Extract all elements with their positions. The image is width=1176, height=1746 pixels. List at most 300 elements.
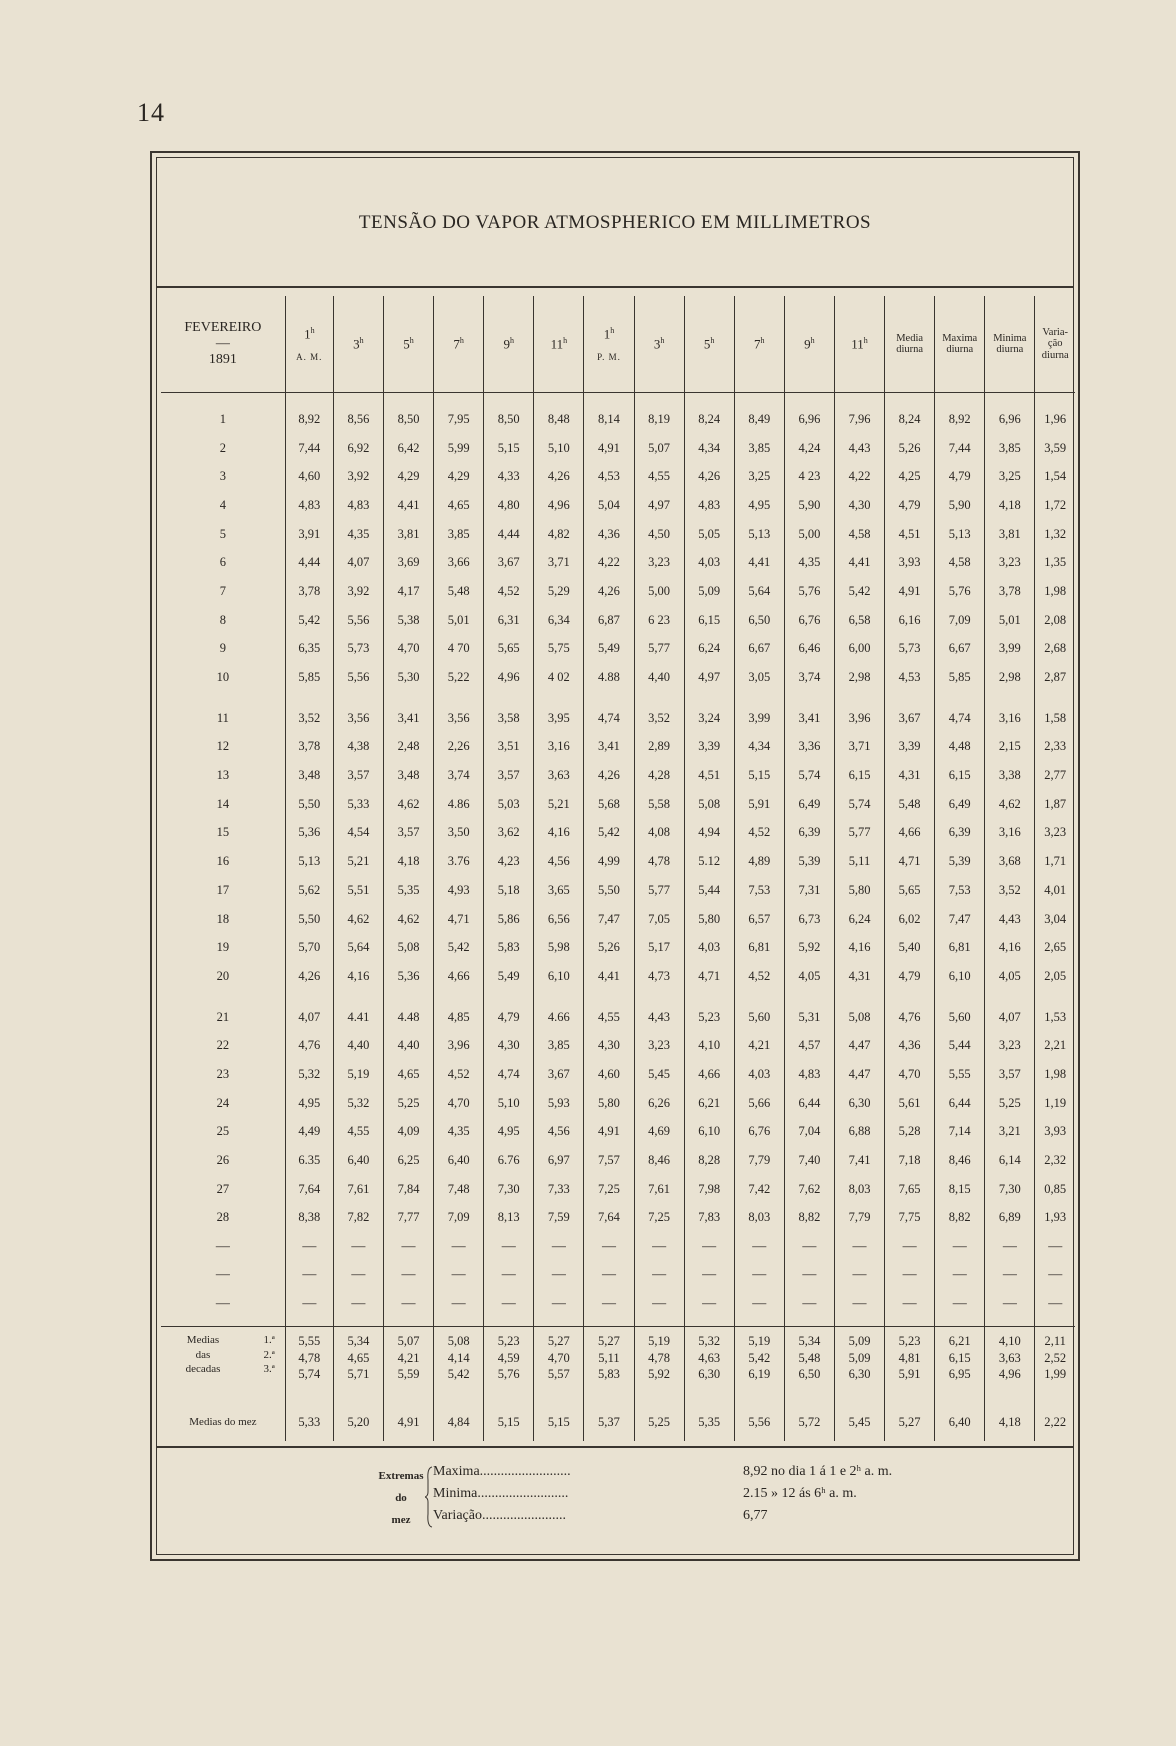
spacer-cell — [584, 692, 634, 704]
dash-cell: — — [285, 1232, 333, 1261]
value-cell: 5,25 — [985, 1089, 1035, 1118]
value-cell: 7,65 — [885, 1175, 935, 1204]
value-cell: 5,09 — [684, 577, 734, 606]
spacer-cell — [985, 692, 1035, 704]
table-row — [161, 704, 1075, 733]
value-cell: 3,23 — [634, 1031, 684, 1060]
decade-value: 5,76 — [497, 1366, 520, 1381]
value-cell: 8,50 — [383, 405, 433, 434]
value-cell: 5,99 — [434, 434, 484, 463]
value-cell: 7,31 — [784, 876, 834, 905]
table-row — [161, 462, 1075, 491]
value-cell: 6 23 — [634, 606, 684, 635]
decade-value-cell — [534, 1327, 584, 1404]
extremes-minima-dots: .......................... — [477, 1486, 569, 1501]
value-cell: 6,10 — [935, 962, 985, 991]
value-cell: 3,05 — [734, 663, 784, 692]
spacer-cell — [1035, 692, 1075, 704]
value-cell: 5,01 — [434, 606, 484, 635]
value-cell: 5.12 — [684, 847, 734, 876]
value-cell: 4.48 — [383, 1003, 433, 1032]
spacer-cell — [784, 1318, 834, 1327]
value-cell: 4,62 — [333, 905, 383, 934]
dash-cell: — — [1048, 1238, 1063, 1254]
maxima-diurna-header-line: diurna — [946, 344, 974, 355]
spacer-cell — [534, 991, 584, 1003]
month-header — [161, 296, 285, 393]
pm-label: P. M. — [597, 351, 621, 362]
decade-value: 4,78 — [298, 1350, 321, 1365]
value-cell: 5,11 — [834, 847, 884, 876]
title-divider — [157, 286, 1073, 288]
decade-value: 5,48 — [798, 1350, 821, 1365]
value-cell: 8,92 — [935, 405, 985, 434]
value-cell: 4,33 — [484, 462, 534, 491]
value-cell: 2,77 — [1044, 768, 1067, 783]
decade-value: 5,57 — [547, 1366, 570, 1381]
extremes-brace — [425, 1466, 433, 1528]
value-cell: 2,89 — [634, 733, 684, 762]
value-cell: 4 70 — [434, 635, 484, 664]
value-cell: 8,50 — [484, 405, 534, 434]
dash-cell: — — [584, 1232, 634, 1261]
value-cell: 3,99 — [985, 635, 1035, 664]
value-cell: 5,13 — [285, 847, 333, 876]
extremes-brace-area — [433, 1464, 571, 1480]
value-cell: 3,52 — [285, 704, 333, 733]
value-cell: 5,23 — [684, 1003, 734, 1032]
month-label: FEVEREIRO — [184, 319, 262, 335]
day-cell: 8 — [161, 606, 285, 635]
value-cell: 4,52 — [434, 1060, 484, 1089]
day-cell: 9 — [161, 635, 285, 664]
value-cell: 4,36 — [584, 520, 634, 549]
table-row — [161, 1204, 1075, 1233]
value-cell: 5,75 — [534, 635, 584, 664]
value-cell: 3,58 — [484, 704, 534, 733]
value-cell: 4,03 — [684, 548, 734, 577]
value-cell: 4,83 — [333, 491, 383, 520]
media-diurna-header — [885, 296, 935, 393]
value-cell: 3,25 — [985, 462, 1035, 491]
spacer-cell — [434, 991, 484, 1003]
month-mean-cell: 5,45 — [834, 1403, 884, 1441]
value-cell: 4,17 — [383, 577, 433, 606]
value-cell: 5,10 — [534, 434, 584, 463]
value-cell: 4,95 — [484, 1118, 534, 1147]
value-cell: 5,77 — [634, 635, 684, 664]
hour-value: 1 — [603, 326, 611, 342]
value-cell: 5,15 — [734, 761, 784, 790]
value-cell: 4,71 — [885, 847, 935, 876]
value-cell: 6,88 — [834, 1118, 884, 1147]
value-cell: 4,43 — [985, 905, 1035, 934]
spacer-cell — [534, 692, 584, 704]
value-cell: 4,70 — [885, 1060, 935, 1089]
dash-cell: — — [383, 1290, 433, 1319]
value-cell: 5,58 — [634, 790, 684, 819]
value-cell: 8,46 — [935, 1146, 985, 1175]
value-cell: 5,29 — [534, 577, 584, 606]
value-cell: 5,04 — [584, 491, 634, 520]
table-row — [161, 1118, 1075, 1147]
value-cell: 5,08 — [834, 1003, 884, 1032]
value-cell: 3,85 — [985, 434, 1035, 463]
value-cell: 4,60 — [584, 1060, 634, 1089]
decade-value: 4,10 — [998, 1334, 1021, 1349]
hour-value: 3 — [353, 336, 360, 352]
hour-header-am-3 — [333, 296, 383, 393]
spacer-cell — [285, 991, 333, 1003]
decade-label-word: decadas — [185, 1362, 221, 1375]
extremes-label-3: mez — [391, 1514, 411, 1526]
value-cell: 1,93 — [1044, 1210, 1067, 1225]
spacer-cell — [935, 991, 985, 1003]
value-cell: 4,52 — [734, 819, 784, 848]
day-cell: 26 — [161, 1146, 285, 1175]
value-cell: 6.76 — [484, 1146, 534, 1175]
value-cell: 1,71 — [1044, 854, 1067, 869]
value-cell: 4,79 — [885, 962, 935, 991]
dash-cell: — — [734, 1261, 784, 1290]
spacer-cell — [885, 692, 935, 704]
value-cell: 4,29 — [383, 462, 433, 491]
value-cell: 3,04 — [1044, 911, 1067, 926]
extremes-variacao-value: 6,77 — [743, 1508, 768, 1523]
decade-value: 4,65 — [347, 1350, 370, 1365]
value-cell: 3,57 — [484, 761, 534, 790]
hour-header-am-9 — [484, 296, 534, 393]
value-cell: 4,40 — [383, 1031, 433, 1060]
day-cell: 22 — [161, 1031, 285, 1060]
dash-cell: — — [1048, 1295, 1063, 1311]
value-cell: 5,65 — [484, 635, 534, 664]
day-cell: 18 — [161, 905, 285, 934]
value-cell: 4,74 — [484, 1060, 534, 1089]
decade-value: 5,27 — [547, 1334, 570, 1349]
spacer-cell — [1035, 1318, 1075, 1327]
table-frame-inner — [156, 157, 1074, 1555]
value-cell: 7,14 — [935, 1118, 985, 1147]
spacer-cell — [985, 393, 1035, 406]
spacer-cell — [834, 393, 884, 406]
value-cell: 3,71 — [834, 733, 884, 762]
value-cell: 4,62 — [383, 905, 433, 934]
value-cell: 8,46 — [634, 1146, 684, 1175]
hour-suffix: h — [509, 335, 514, 345]
value-cell: 3,16 — [985, 819, 1035, 848]
value-cell: 4,58 — [935, 548, 985, 577]
decade-value-cell — [935, 1327, 985, 1404]
spacer-cell — [885, 991, 935, 1003]
media-diurna-header-line: diurna — [896, 344, 924, 355]
decade-value: 5,34 — [798, 1334, 821, 1349]
value-cell: 4,16 — [333, 962, 383, 991]
extremes-variacao-row — [433, 1508, 566, 1524]
value-cell: 4.86 — [434, 790, 484, 819]
value-cell: 4,55 — [333, 1118, 383, 1147]
hour-header-am-1 — [285, 296, 333, 393]
day-cell: 25 — [161, 1118, 285, 1147]
value-cell: 3,38 — [985, 761, 1035, 790]
value-cell: 1,35 — [1044, 555, 1067, 570]
value-cell: 5,19 — [333, 1060, 383, 1089]
value-cell: 3,36 — [784, 733, 834, 762]
minima-diurna-header-line: diurna — [996, 344, 1024, 355]
decade-value: 2,11 — [1044, 1334, 1066, 1349]
spacer-cell — [734, 1318, 784, 1327]
value-cell: 2,05 — [1044, 968, 1067, 983]
value-cell: 3,39 — [684, 733, 734, 762]
hour-suffix: h — [359, 335, 364, 345]
value-cell: 5,00 — [634, 577, 684, 606]
decade-value-cell — [1035, 1327, 1075, 1404]
value-cell: 3,21 — [985, 1118, 1035, 1147]
value-cell: 7,47 — [935, 905, 985, 934]
value-cell: 4,57 — [784, 1031, 834, 1060]
decade-label-line — [167, 1362, 285, 1376]
value-cell: 3,66 — [434, 548, 484, 577]
dash-cell: — — [434, 1290, 484, 1319]
value-cell: 4,25 — [885, 462, 935, 491]
value-cell: 1,19 — [1044, 1095, 1067, 1110]
value-cell: 5,85 — [935, 663, 985, 692]
hour-header-am-11 — [534, 296, 584, 393]
decade-value: 6,30 — [848, 1366, 871, 1381]
am-label: A. M. — [296, 351, 323, 362]
value-cell: 4,66 — [684, 1060, 734, 1089]
value-cell: 8,38 — [285, 1204, 333, 1233]
value-cell: 5,42 — [434, 933, 484, 962]
value-cell: 5,15 — [484, 434, 534, 463]
value-cell: 7,44 — [285, 434, 333, 463]
value-cell: 8,82 — [935, 1204, 985, 1233]
value-cell: 4,95 — [285, 1089, 333, 1118]
value-cell: 5,50 — [285, 905, 333, 934]
value-cell: 4,89 — [734, 847, 784, 876]
value-cell: 6,89 — [985, 1204, 1035, 1233]
value-cell: 4,55 — [634, 462, 684, 491]
value-cell: 5,93 — [534, 1089, 584, 1118]
spacer-cell — [484, 1318, 534, 1327]
value-cell: 1,96 — [1044, 411, 1067, 426]
hour-suffix: h — [810, 335, 815, 345]
day-cell: 28 — [161, 1204, 285, 1233]
value-cell: 5,80 — [584, 1089, 634, 1118]
value-cell: 6,92 — [333, 434, 383, 463]
spacer-cell — [484, 991, 534, 1003]
value-cell: 5,68 — [584, 790, 634, 819]
value-cell: 7,83 — [684, 1204, 734, 1233]
value-cell: 5,44 — [935, 1031, 985, 1060]
extremes-minima-row — [433, 1486, 568, 1502]
value-cell: 7,09 — [434, 1204, 484, 1233]
value-cell: 6,81 — [935, 933, 985, 962]
value-cell: 8,49 — [734, 405, 784, 434]
value-cell: 4,96 — [534, 491, 584, 520]
month-mean-cell: 2,22 — [1044, 1414, 1067, 1429]
day-cell: 6 — [161, 548, 285, 577]
spacer-cell — [1035, 393, 1075, 406]
value-cell: 1,53 — [1044, 1009, 1067, 1024]
value-cell: 4,70 — [383, 635, 433, 664]
value-cell: 5,90 — [935, 491, 985, 520]
spacer-cell — [161, 393, 285, 406]
variacao-diurna-header-line: ção — [1047, 338, 1063, 350]
value-cell: 5,49 — [484, 962, 534, 991]
spacer-cell — [383, 1318, 433, 1327]
value-cell: 3,56 — [434, 704, 484, 733]
value-cell: 6,81 — [734, 933, 784, 962]
hour-value: 5 — [703, 336, 711, 352]
value-cell: 4,79 — [484, 1003, 534, 1032]
value-cell: 5,76 — [935, 577, 985, 606]
value-cell: 3,74 — [784, 663, 834, 692]
decade-value: 1,99 — [1044, 1366, 1067, 1381]
dash-cell: — — [834, 1290, 884, 1319]
value-cell: 5,64 — [734, 577, 784, 606]
table-row — [161, 905, 1075, 934]
day-cell: 10 — [161, 663, 285, 692]
value-cell: 4,56 — [534, 847, 584, 876]
value-cell: 4,10 — [684, 1031, 734, 1060]
extremes-maxima-name: Maxima — [433, 1464, 480, 1479]
dash-cell: — — [434, 1232, 484, 1261]
hour-value: 11 — [550, 336, 564, 352]
value-cell: 8,03 — [734, 1204, 784, 1233]
value-cell: 3,48 — [383, 761, 433, 790]
value-cell: 4,69 — [634, 1118, 684, 1147]
day-cell: 27 — [161, 1175, 285, 1204]
value-cell: 4,40 — [634, 663, 684, 692]
value-cell: 5,74 — [834, 790, 884, 819]
decade-value: 6,15 — [948, 1350, 971, 1365]
spacer-cell — [383, 991, 433, 1003]
value-cell: 4,34 — [684, 434, 734, 463]
value-cell: 1,98 — [1044, 1066, 1067, 1081]
decade-value-cell — [985, 1327, 1035, 1404]
spacer-cell — [1035, 991, 1075, 1003]
value-cell: 4.66 — [534, 1003, 584, 1032]
value-cell: 3,16 — [985, 704, 1035, 733]
decade-value: 5,19 — [748, 1334, 771, 1349]
value-cell: 4,16 — [834, 933, 884, 962]
dash-cell: — — [161, 1290, 285, 1319]
value-cell: 5,49 — [584, 635, 634, 664]
decade-value: 5,92 — [648, 1366, 670, 1381]
value-cell: 8,92 — [285, 405, 333, 434]
value-cell: 7,25 — [634, 1204, 684, 1233]
value-cell: 4.41 — [333, 1003, 383, 1032]
decade-value-cell — [434, 1327, 484, 1404]
empty-day-row — [161, 1290, 1075, 1319]
decade-value: 6,30 — [698, 1366, 721, 1381]
table-row — [161, 1060, 1075, 1089]
value-cell: 4,18 — [985, 491, 1035, 520]
decade-value: 6,21 — [948, 1334, 971, 1349]
value-cell: 5,08 — [383, 933, 433, 962]
value-cell: 5,90 — [784, 491, 834, 520]
value-cell: 5,42 — [285, 606, 333, 635]
hour-suffix: h — [710, 335, 715, 345]
value-cell: 5,31 — [784, 1003, 834, 1032]
value-cell: 3,68 — [985, 847, 1035, 876]
table-row — [161, 663, 1075, 692]
value-cell: 3,71 — [534, 548, 584, 577]
value-cell: 8,24 — [885, 405, 935, 434]
value-cell: 5,91 — [734, 790, 784, 819]
value-cell: 5,36 — [383, 962, 433, 991]
spacer-cell — [935, 692, 985, 704]
value-cell: 5,01 — [985, 606, 1035, 635]
value-cell: 4,05 — [985, 962, 1035, 991]
dash-cell: — — [885, 1261, 935, 1290]
decade-value-cell — [834, 1327, 884, 1404]
value-cell: 3,16 — [534, 733, 584, 762]
spacer-cell — [534, 1318, 584, 1327]
month-mean-cell: 5,56 — [734, 1403, 784, 1441]
decade-value: 5,08 — [447, 1334, 470, 1349]
value-cell: 4,62 — [985, 790, 1035, 819]
spacer-cell — [333, 692, 383, 704]
value-cell: 4 23 — [784, 462, 834, 491]
month-mean-cell: 5,35 — [684, 1403, 734, 1441]
decade-value: 2,52 — [1044, 1350, 1067, 1365]
day-cell: 12 — [161, 733, 285, 762]
value-cell: 5,48 — [885, 790, 935, 819]
value-cell: 6,97 — [534, 1146, 584, 1175]
day-cell: 20 — [161, 962, 285, 991]
spacer-cell — [734, 692, 784, 704]
value-cell: 4,26 — [584, 577, 634, 606]
value-cell: 8,56 — [333, 405, 383, 434]
value-cell: 7,41 — [834, 1146, 884, 1175]
value-cell: 4,23 — [484, 847, 534, 876]
extremes-variacao-dots: ..................... — [492, 1508, 566, 1523]
decade-value-cell — [734, 1327, 784, 1404]
day-cell: 24 — [161, 1089, 285, 1118]
spacer-cell — [383, 692, 433, 704]
hour-value: 1 — [304, 326, 311, 342]
value-cell: 5,83 — [484, 933, 534, 962]
value-cell: 4,30 — [584, 1031, 634, 1060]
value-cell: 3,57 — [383, 819, 433, 848]
value-cell: 6,76 — [734, 1118, 784, 1147]
month-mean-cell: 5,33 — [285, 1403, 333, 1441]
decade-label-line — [167, 1348, 285, 1362]
spacer-cell — [434, 692, 484, 704]
table-row — [161, 962, 1075, 991]
value-cell: 3,48 — [285, 761, 333, 790]
dash-cell: — — [985, 1261, 1035, 1290]
vapor-tension-table — [161, 296, 1075, 1441]
value-cell: 3,52 — [634, 704, 684, 733]
value-cell: 4,93 — [434, 876, 484, 905]
value-cell: 5,30 — [383, 663, 433, 692]
value-cell: 6,14 — [985, 1146, 1035, 1175]
value-cell: 5,26 — [584, 933, 634, 962]
value-cell: 5,13 — [935, 520, 985, 549]
decade-value: 6,95 — [948, 1366, 971, 1381]
value-cell: 7,77 — [383, 1204, 433, 1233]
value-cell: 3,92 — [333, 577, 383, 606]
value-cell: 3,41 — [784, 704, 834, 733]
dash-cell: — — [383, 1261, 433, 1290]
value-cell: 4,24 — [784, 434, 834, 463]
value-cell: 3,85 — [734, 434, 784, 463]
value-cell: 4,96 — [484, 663, 534, 692]
value-cell: 4,52 — [484, 577, 534, 606]
